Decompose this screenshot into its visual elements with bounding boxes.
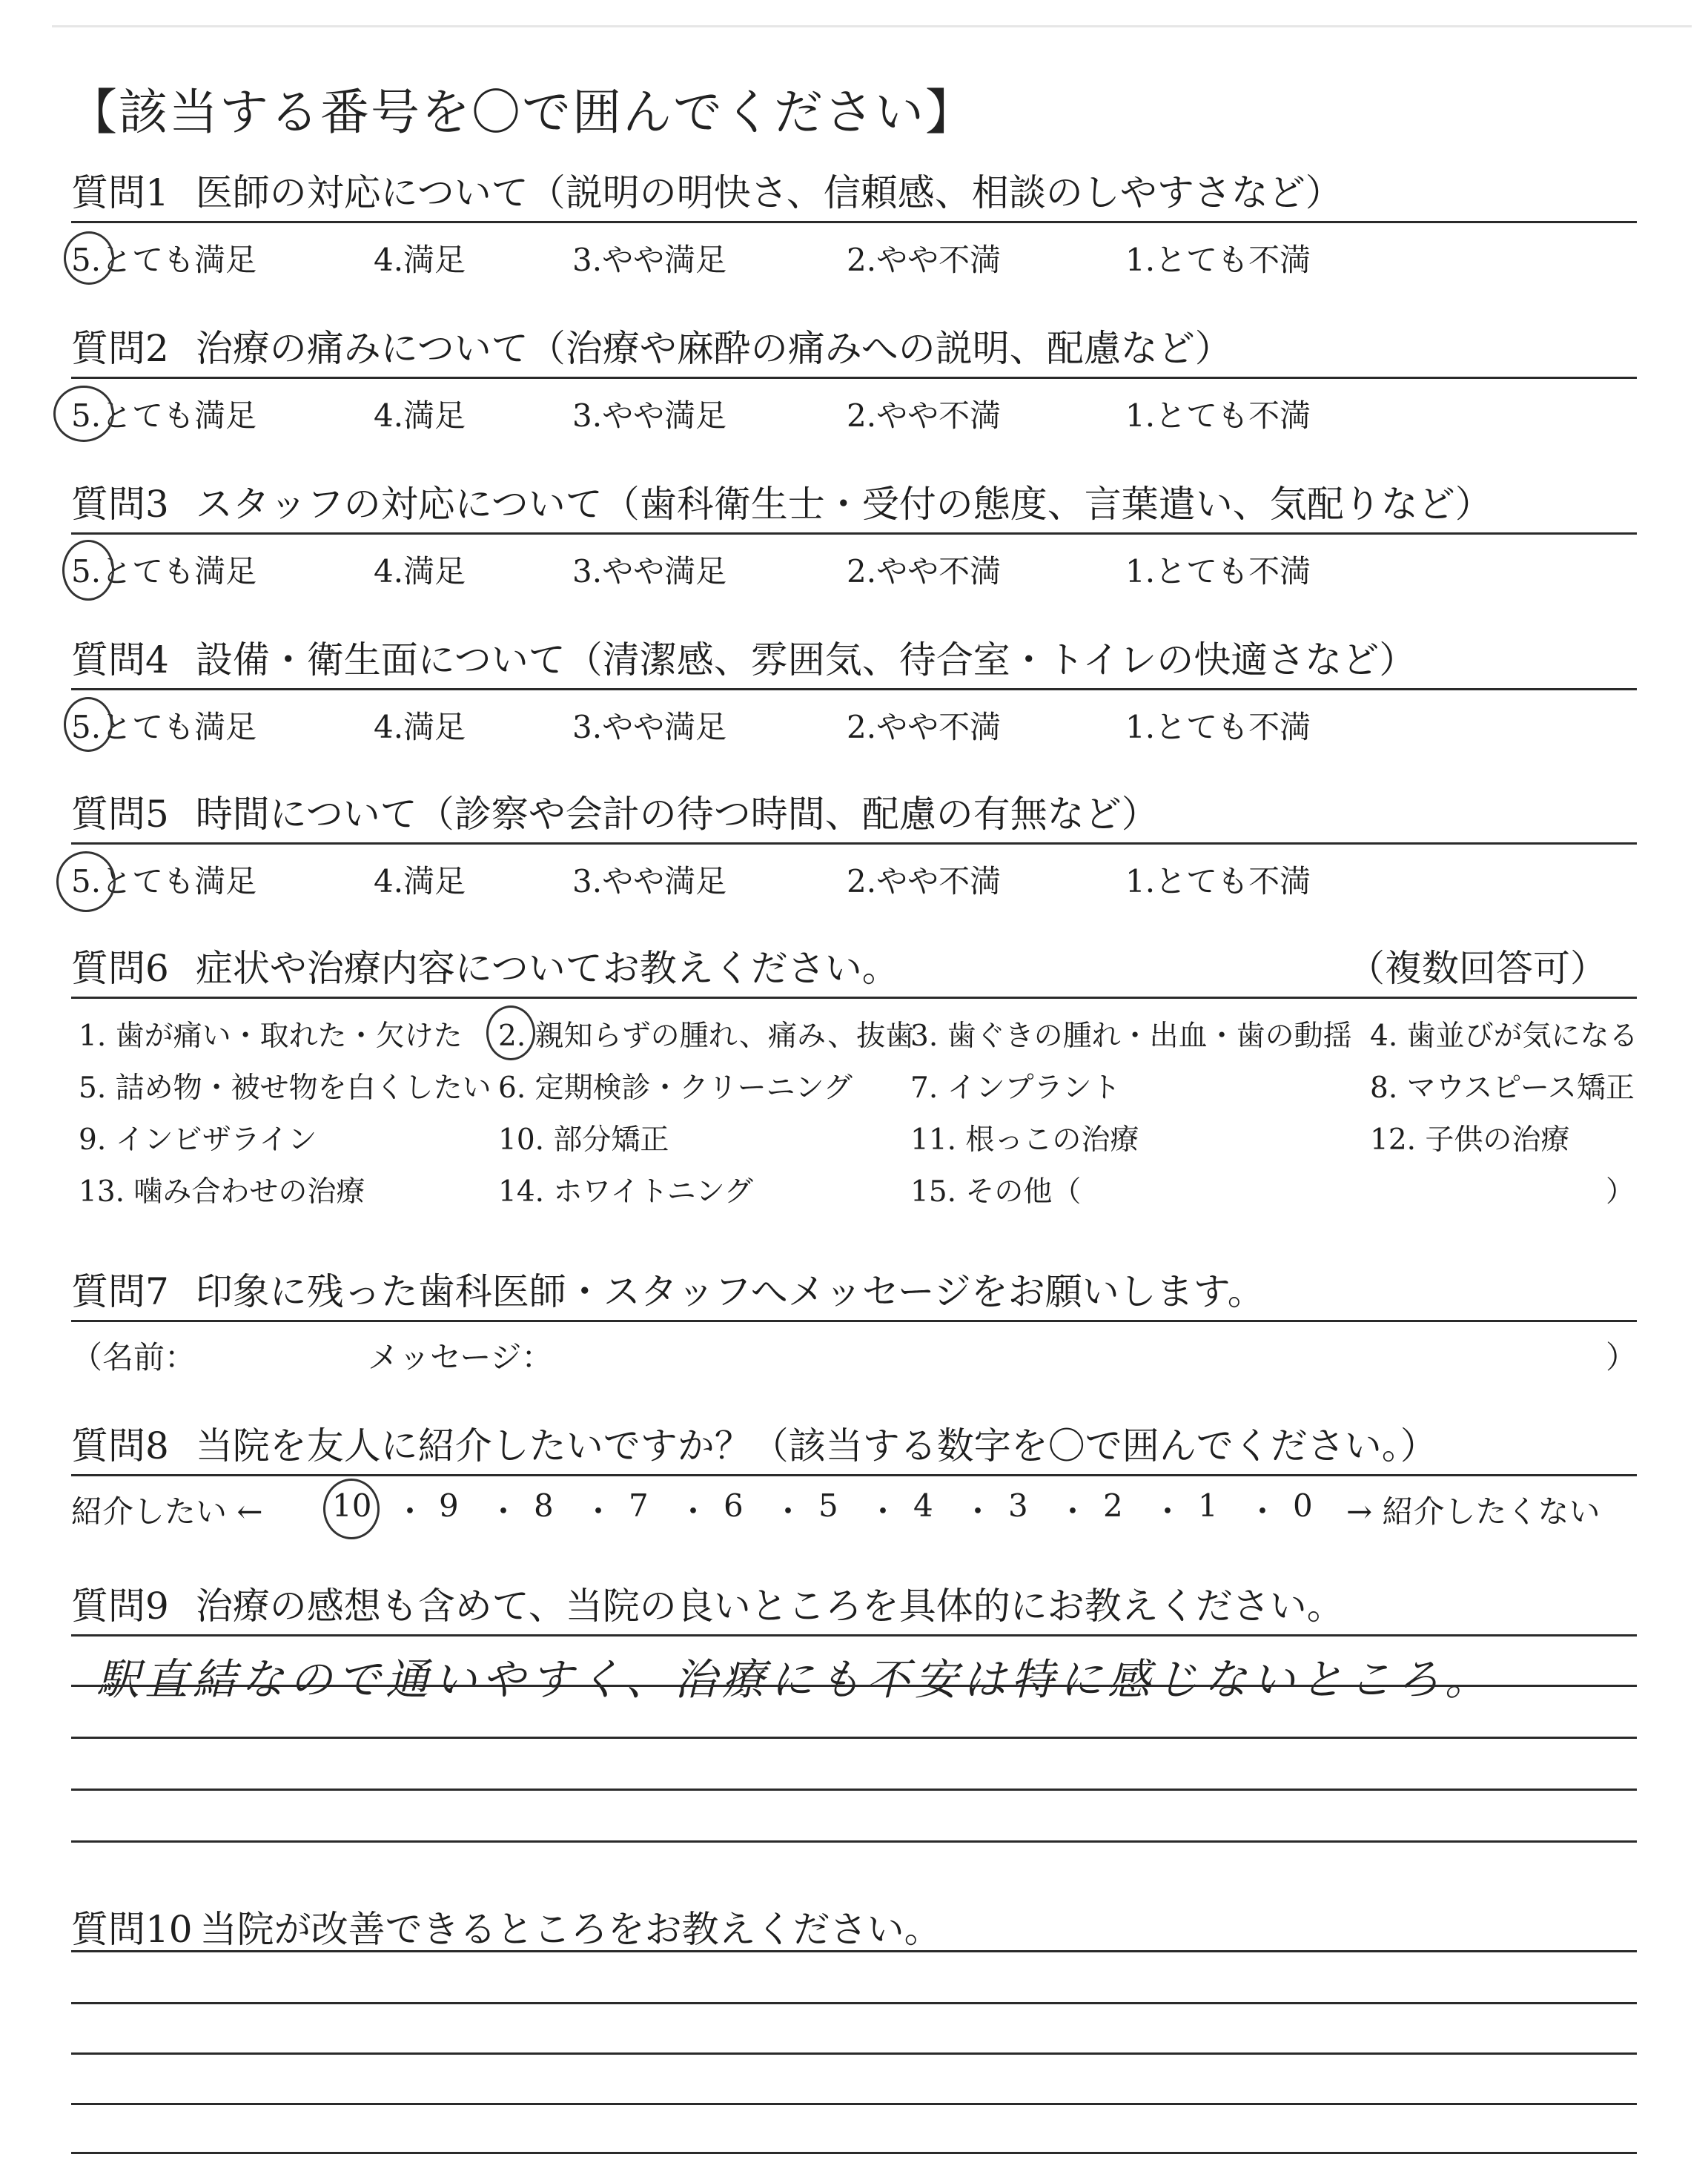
question-text: 治療の感想も含めて、当院の良いところを具体的にお教えください。	[195, 1585, 1344, 1628]
question-text: 医師の対応について（説明の明快さ、信頼感、相談のしやすさなど）	[195, 171, 1343, 214]
symptom-option-1[interactable]: 1. 歯が痛い・取れた・欠けた	[79, 1020, 463, 1053]
question-3	[71, 475, 1637, 589]
option-1[interactable]: 1.とても不満	[1125, 242, 1311, 278]
answer-line	[71, 1840, 1637, 1843]
scale-dot: ・	[867, 1493, 899, 1530]
question-text: 当院を友人に紹介したいですか？（該当する数字を〇で囲んでください。）	[195, 1424, 1437, 1467]
option-3[interactable]: 3.やや満足	[572, 863, 727, 899]
question-text: 症状や治療内容についてお教えください。	[195, 947, 899, 990]
question-number: 質問2	[71, 327, 169, 370]
symptom-option-15[interactable]: 15. その他（	[910, 1175, 1082, 1209]
selection-circle	[486, 1005, 535, 1060]
symptom-option-9[interactable]: 9. インビザライン	[79, 1123, 317, 1157]
question-8	[71, 1416, 1637, 1530]
message-label: メッセージ：	[368, 1339, 553, 1375]
option-5[interactable]: 5.とても満足	[71, 397, 257, 434]
option-2[interactable]: 2.やや不満	[847, 709, 1002, 745]
question-10	[71, 1900, 1637, 1974]
option-4[interactable]: 4.満足	[374, 863, 466, 899]
scale-10[interactable]: 10	[332, 1487, 372, 1524]
question-2	[71, 319, 1637, 434]
option-1[interactable]: 1.とても不満	[1125, 709, 1311, 745]
symptom-option-10[interactable]: 10. 部分矯正	[498, 1123, 669, 1157]
option-3[interactable]: 3.やや満足	[572, 709, 727, 745]
option-3[interactable]: 3.やや満足	[572, 553, 727, 589]
selection-circle	[64, 231, 114, 285]
question-6	[71, 939, 1637, 1221]
symptom-option-14[interactable]: 14. ホワイトニング	[498, 1175, 753, 1209]
scale-1[interactable]: 1	[1198, 1487, 1218, 1524]
answer-line	[71, 1685, 1637, 1687]
question-rule	[71, 1474, 1637, 1476]
question-rule	[71, 997, 1637, 999]
option-4[interactable]: 4.満足	[374, 553, 466, 589]
scale-8[interactable]: 8	[534, 1487, 554, 1524]
question-number: 質問8	[71, 1424, 169, 1467]
option-3[interactable]: 3.やや満足	[572, 242, 727, 278]
multiple-answer-note: （複数回答可）	[1348, 947, 1607, 990]
scale-4[interactable]: 4	[913, 1487, 933, 1524]
question-number: 質問10	[71, 1908, 193, 1951]
question-number: 質問1	[71, 171, 169, 214]
option-1[interactable]: 1.とても不満	[1125, 863, 1311, 899]
message-close-paren: ）	[1606, 1339, 1638, 1375]
question-rule	[71, 377, 1637, 379]
question-number: 質問3	[71, 483, 169, 526]
scale-5[interactable]: 5	[818, 1487, 838, 1524]
option-5[interactable]: 5.とても満足	[71, 863, 257, 899]
answer-line	[71, 2002, 1637, 2004]
question-rule	[71, 532, 1637, 535]
option-4[interactable]: 4.満足	[374, 397, 466, 434]
form-instruction-header: 【該当する番号を〇で囲んでください】	[68, 84, 976, 141]
name-label: （名前：	[71, 1339, 196, 1375]
symptom-option-3[interactable]: 3. 歯ぐきの腫れ・出血・歯の動揺	[910, 1020, 1352, 1053]
symptom-option-7[interactable]: 7. インプラント	[910, 1071, 1121, 1105]
question-text: 印象に残った歯科医師・スタッフへメッセージをお願いします。	[195, 1270, 1265, 1313]
selection-circle	[64, 697, 113, 752]
option-5[interactable]: 5.とても満足	[71, 553, 257, 589]
question-number: 質問4	[71, 638, 169, 681]
scale-dot: ・	[962, 1493, 994, 1530]
scale-6[interactable]: 6	[724, 1487, 744, 1524]
question-number: 質問7	[71, 1270, 169, 1313]
symptom-option-11[interactable]: 11. 根っこの治療	[910, 1123, 1139, 1157]
scale-dot: ・	[1057, 1493, 1089, 1530]
question-text: 時間について（診察や会計の待つ時間、配慮の有無など）	[195, 793, 1159, 836]
selection-circle	[323, 1479, 380, 1539]
question-rule	[71, 688, 1637, 690]
scale-dot: ・	[772, 1493, 804, 1530]
option-2[interactable]: 2.やや不満	[847, 863, 1002, 899]
selection-circle	[56, 851, 116, 912]
handwritten-answer: 駅直結なので通いやすく、治療にも不安は特に感じないところ。	[96, 1654, 1493, 1705]
scale-dot: ・	[488, 1493, 520, 1530]
answer-line	[71, 1737, 1637, 1739]
symptom-option-8[interactable]: 8. マウスピース矯正	[1370, 1071, 1635, 1105]
scale-dot: ・	[583, 1493, 615, 1530]
option-2[interactable]: 2.やや不満	[847, 397, 1002, 434]
scale-dot: ・	[394, 1493, 426, 1530]
option-3[interactable]: 3.やや満足	[572, 397, 727, 434]
question-9	[71, 1576, 1637, 1651]
option-4[interactable]: 4.満足	[374, 709, 466, 745]
question-rule	[71, 842, 1637, 845]
question-number: 質問6	[71, 947, 169, 990]
scale-dot: ・	[1247, 1493, 1279, 1530]
question-text: 当院が改善できるところをお教えください。	[199, 1908, 941, 1951]
answer-line	[71, 1789, 1637, 1791]
scale-right-label: → 紹介したくない	[1346, 1493, 1601, 1530]
scale-dot: ・	[678, 1493, 709, 1530]
question-1	[71, 163, 1637, 278]
selection-circle	[53, 386, 114, 442]
question-text: 治療の痛みについて（治療や麻酔の痛みへの説明、配慮など）	[195, 327, 1232, 370]
symptom-option-6[interactable]: 6. 定期検診・クリーニング	[498, 1071, 853, 1105]
option-4[interactable]: 4.満足	[374, 242, 466, 278]
scale-0[interactable]: 0	[1293, 1487, 1313, 1524]
question-number: 質問9	[71, 1585, 169, 1628]
selection-circle	[62, 540, 114, 601]
option-1[interactable]: 1.とても不満	[1125, 553, 1311, 589]
question-text: スタッフの対応について（歯科衛生士・受付の態度、言葉遣い、気配りなど）	[195, 483, 1492, 526]
option-5[interactable]: 5.とても満足	[71, 709, 257, 745]
scale-3[interactable]: 3	[1008, 1487, 1028, 1524]
symptom-option-2[interactable]: 2. 親知らずの腫れ、痛み、抜歯	[498, 1020, 915, 1053]
scale-2[interactable]: 2	[1103, 1487, 1123, 1524]
answer-line	[71, 2152, 1637, 2154]
answer-line	[71, 2052, 1637, 2055]
answer-line	[71, 1634, 1637, 1636]
question-4	[71, 630, 1637, 745]
question-7	[71, 1262, 1638, 1375]
other-close-paren: ）	[1606, 1175, 1635, 1209]
question-number: 質問5	[71, 793, 169, 836]
question-text: 設備・衛生面について（清潔感、雰囲気、待合室・トイレの快適さなど）	[195, 638, 1417, 681]
symptom-option-13[interactable]: 13. 噛み合わせの治療	[79, 1175, 365, 1209]
symptom-option-12[interactable]: 12. 子供の治療	[1370, 1123, 1570, 1157]
symptom-option-4[interactable]: 4. 歯並びが気になる	[1370, 1020, 1638, 1053]
option-5[interactable]: 5.とても満足	[71, 242, 257, 278]
question-rule	[71, 221, 1637, 223]
scale-9[interactable]: 9	[439, 1487, 459, 1524]
answer-line	[71, 1950, 1637, 1952]
question-5	[71, 785, 1637, 899]
symptom-option-5[interactable]: 5. 詰め物・被せ物を白くしたい	[79, 1071, 491, 1105]
scale-dot: ・	[1152, 1493, 1184, 1530]
scale-7[interactable]: 7	[629, 1487, 649, 1524]
question-rule	[71, 1320, 1637, 1322]
scale-left-label: 紹介したい ←	[71, 1493, 263, 1530]
option-2[interactable]: 2.やや不満	[847, 242, 1002, 278]
option-2[interactable]: 2.やや不満	[847, 553, 1002, 589]
scan-top-edge	[52, 25, 1692, 27]
option-1[interactable]: 1.とても不満	[1125, 397, 1311, 434]
answer-line	[71, 2103, 1637, 2105]
